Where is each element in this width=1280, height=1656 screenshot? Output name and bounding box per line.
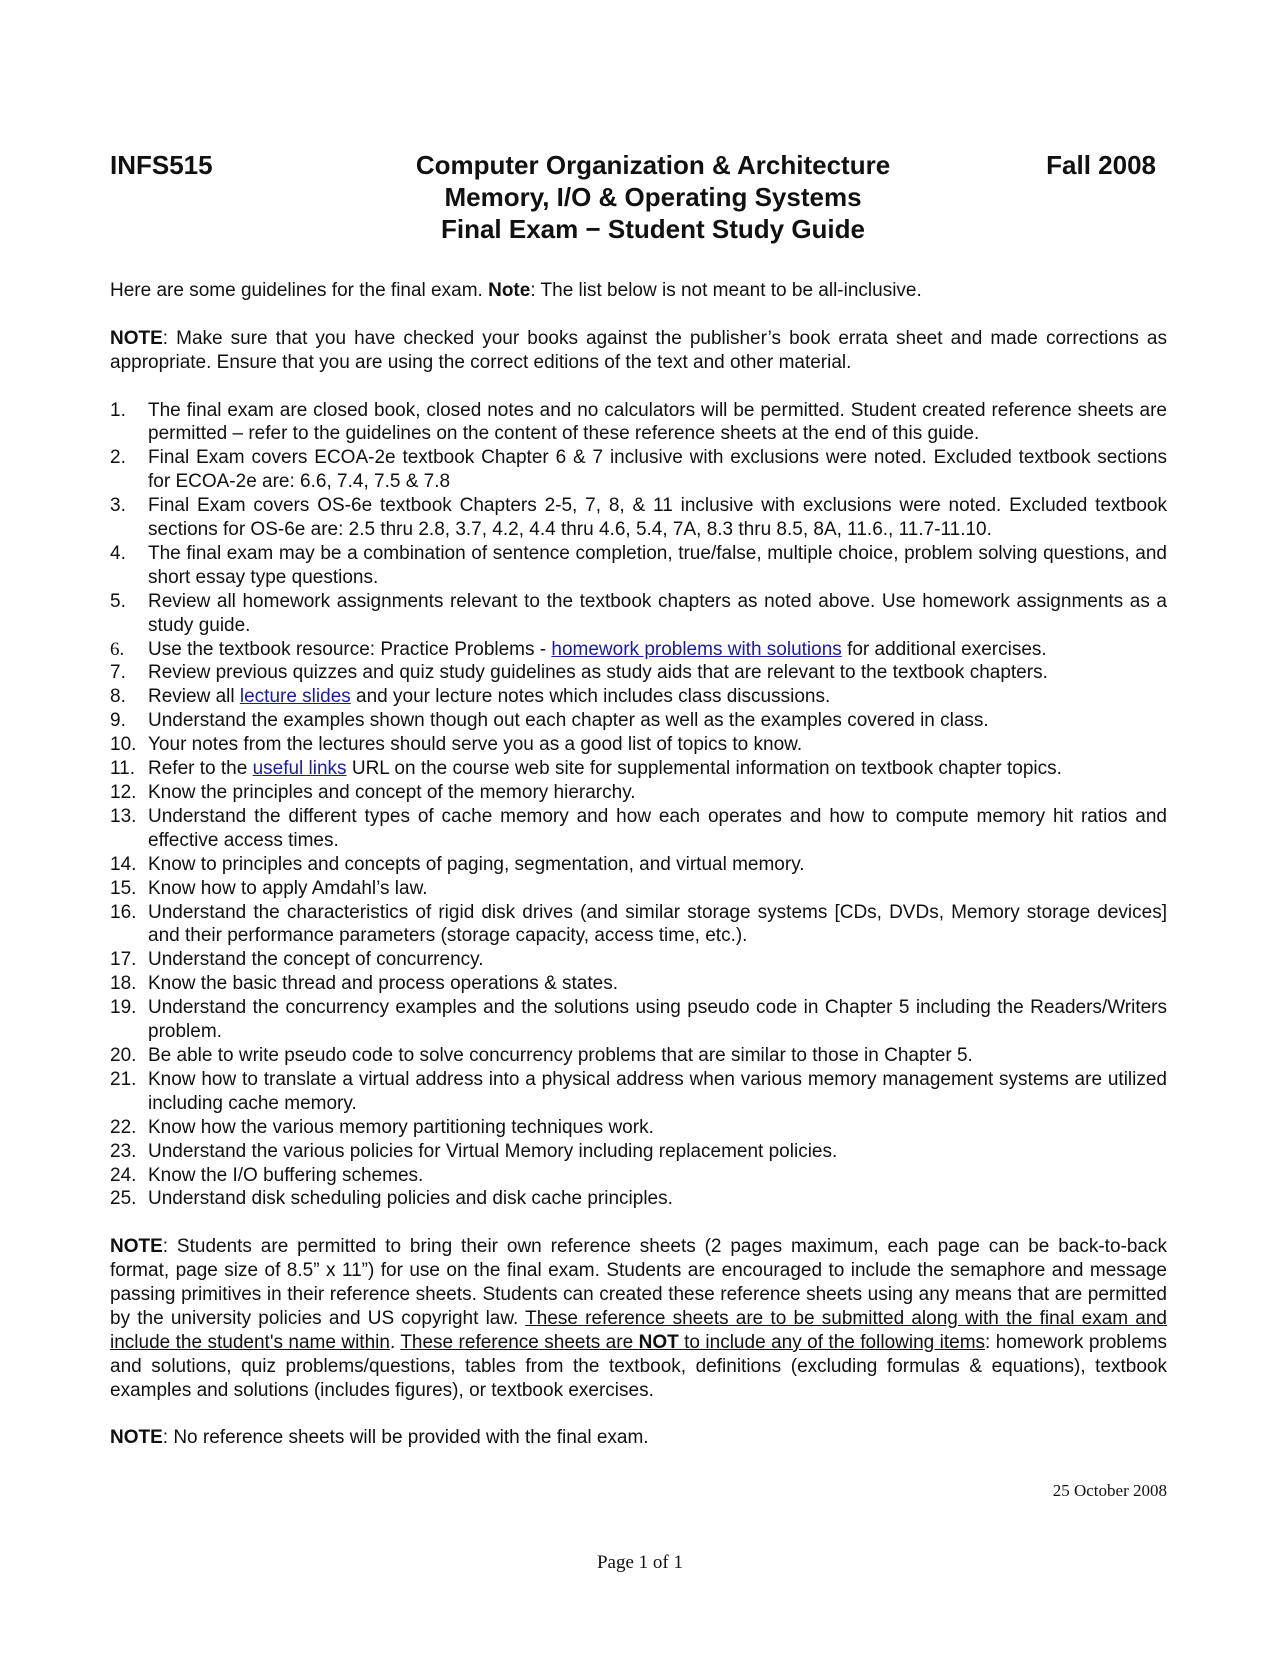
homework-problems-link[interactable]: homework problems with solutions (551, 638, 842, 660)
list-item: 16. Understand the characteristics of rigid disk drives (and similar storage systems [CDs, DVDs, Memory storage devices] and their performance parameters (storage capacity, access time, etc.). (110, 901, 1167, 947)
list-item: 8. Review all lecture slides and your lecture notes which includes class discussions. (110, 686, 831, 708)
lecture-slides-link[interactable]: lecture slides (239, 686, 351, 708)
list-item: 21. Know how to translate a virtual address into a physical address when various memory management systems are utilized including cache memory. (110, 1068, 1167, 1114)
list-item: 9. Understand the examples shown though out each chapter as well as the examples covered in class. (110, 710, 989, 732)
list-item: 22. Know how the various memory partitioning techniques work. (110, 1116, 654, 1138)
document-body (110, 279, 1167, 1450)
list-item: 17. Understand the concept of concurrency. (110, 949, 484, 971)
note-errata: NOTE: Make sure that you have checked your books against the publisher’s book errata sheet and made corrections as appropriate. Ensure that you are using the correct editions of the text and other material. (110, 327, 1167, 373)
list-item: 18. Know the basic thread and process operations & states. (110, 973, 618, 995)
course-title: Computer Organization & Architecture (415, 150, 891, 180)
list-item: 15. Know how to apply Amdahl’s law. (110, 877, 428, 899)
list-item: 7. Review previous quizzes and quiz study guidelines as study aids that are relevant to the textbook chapters. (110, 662, 1048, 684)
list-item: 12. Know the principles and concept of the memory hierarchy. (110, 782, 636, 803)
list-item: 10. Your notes from the lectures should serve you as a good list of topics to know. (110, 734, 803, 756)
list-item: 14. Know to principles and concepts of paging, segmentation, and virtual memory. (110, 853, 805, 875)
term: Fall 2008 (1046, 150, 1156, 180)
subtitle: Memory, I/O & Operating Systems (444, 182, 862, 212)
list-item: 6. Use the textbook resource: Practice Problems - homework problems with solutions for additional exercises. (110, 638, 1047, 660)
list-item: 20. Be able to write pseudo code to solve concurrency problems that are similar to those in Chapter 5. (110, 1044, 973, 1066)
intro-paragraph: Here are some guidelines for the final exam. Note: The list below is not meant to be all-inclusive. (110, 280, 922, 301)
document-header (110, 150, 1156, 246)
list-item: 4. The final exam may be a combination of sentence completion, true/false, multiple choice, problem solving questions, and short essay type questions. (110, 542, 1167, 588)
note-no-sheets: NOTE: No reference sheets will be provided with the final exam. (110, 1427, 649, 1449)
guideline-list (110, 399, 1167, 1212)
document-date: 25 October 2008 (1052, 1481, 1167, 1500)
document-title: Final Exam − Student Study Guide (440, 214, 865, 244)
list-item: 3. Final Exam covers OS-6e textbook Chapters 2-5, 7, 8, & 11 inclusive with exclusions were noted. Excluded textbook sections for OS-6e are: 2.5 thru 2.8, 3.7, 4.2, 4.4 thru 4.6, 5.4, 7A, 8.3 thru 8.5, 8A, 11.6., 11.7-11.10. (110, 495, 1167, 541)
list-item: 25. Understand disk scheduling policies and disk cache principles. (110, 1188, 673, 1210)
list-item: 13. Understand the different types of cache memory and how each operates and how to compute memory hit ratios and effective access times. (110, 805, 1167, 851)
page-number: Page 1 of 1 (596, 1552, 683, 1573)
useful-links-link[interactable]: useful links (252, 758, 347, 780)
list-item: 2. Final Exam covers ECOA-2e textbook Chapter 6 & 7 inclusive with exclusions were noted. Excluded textbook sections for ECOA-2e are: 6.6, 7.4, 7.5 & 7.8 (110, 447, 1167, 493)
list-item: 23. Understand the various policies for Virtual Memory including replacement policies. (110, 1140, 838, 1162)
list-item: 19. Understand the concurrency examples and the solutions using pseudo code in Chapter 5 including the Readers/Writers problem. (110, 997, 1167, 1043)
note-reference-sheets: NOTE: Students are permitted to bring their own reference sheets (2 pages maximum, each page can be back-to-back format, page size of 8.5” x 11”) for use on the final exam. Students are encouraged to include the semaphore and message passing primitives in their reference sheets. Students can created these reference sheets using any means that are permitted by the university policies and US copyright law. These reference sheets are to be submitted along with the final exam and include the student's name within. These reference sheets are NOT to include any of the following items: homework problems and solutions, quiz problems/questions, tables from the textbook, definitions (excluding formulas & equations), textbook examples and solutions (includes figures), or textbook exercises. (110, 1236, 1167, 1401)
list-item: 5. Review all homework assignments relevant to the textbook chapters as noted above. Use homework assignments as a study guide. (110, 590, 1167, 636)
list-item: 24. Know the I/O buffering schemes. (110, 1164, 424, 1186)
list-item: 1. The final exam are closed book, closed notes and no calculators will be permitted. Student created reference sheets are permitted – refer to the guidelines on the content of these reference sheets at the end of this guide. (110, 399, 1167, 445)
list-item: 11. Refer to the useful links URL on the course web site for supplemental information on textbook chapter topics. (110, 758, 1062, 780)
course-code: INFS515 (110, 150, 213, 180)
